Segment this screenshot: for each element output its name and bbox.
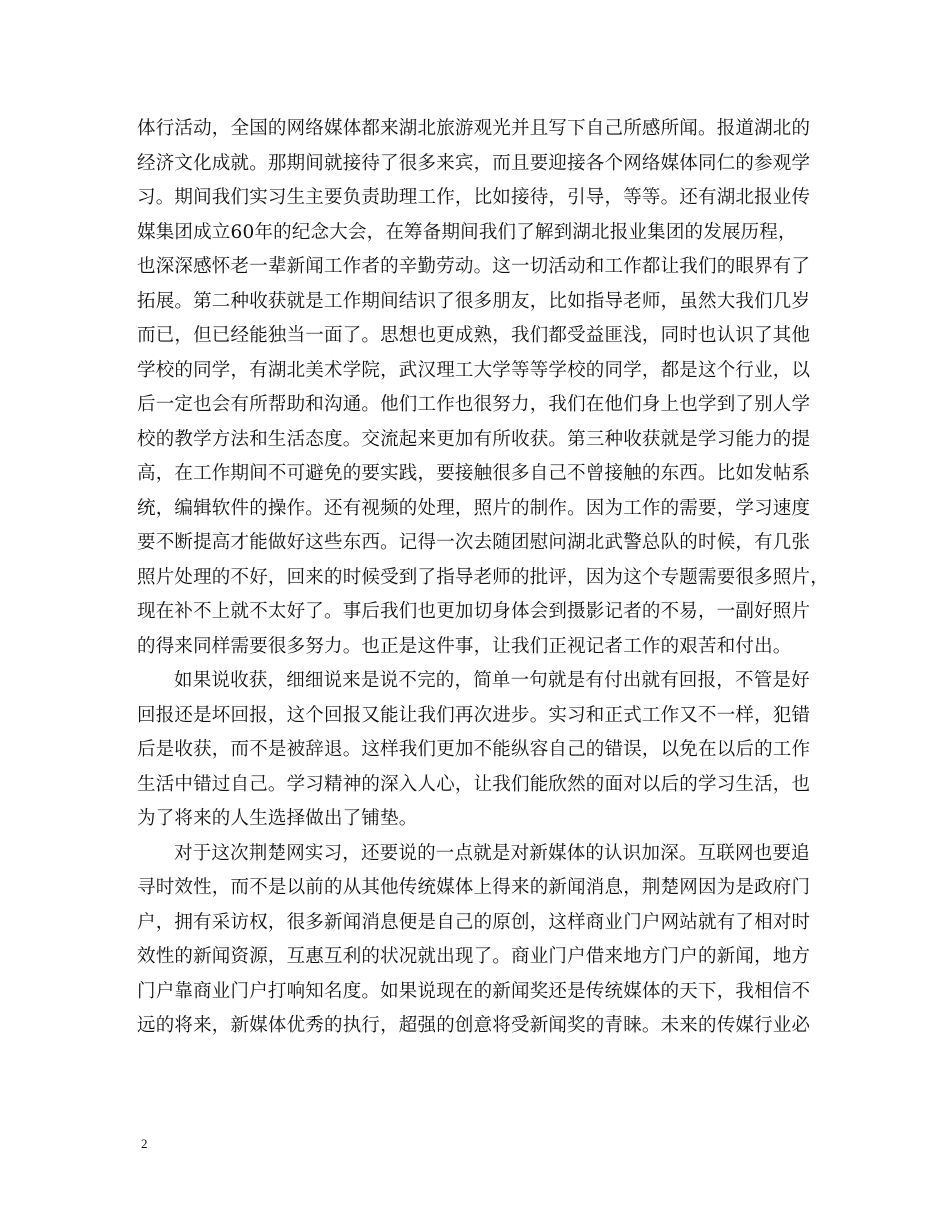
text-line: 体行活动，全国的网络媒体都来湖北旅游观光并且写下自己所感所闻。报道湖北的 [137,118,811,139]
text-line: 回报还是坏回报，这个回报又能让我们再次进步。实习和正式工作又不一样，犯错 [137,704,811,726]
text-line: 寻时效性，而不是以前的从其他传统媒体上得来的新闻消息，荆楚网因为是政府门 [137,877,811,898]
text-line: 的得来同样需要很多努力。也正是这件事，让我们正视记者工作的艰苦和付出。 [137,635,792,657]
text-line: 后是收获，而不是被辞退。这样我们更加不能纵容自己的错误，以免在以后的工作 [137,739,811,760]
paragraph-first-line: 对于这次荆楚网实习，还要说的一点就是对新媒体的认识加深。互联网也要追 [174,842,810,864]
text-line: 门户靠商业门户打响知名度。如果说现在的新闻奖还是传统媒体的天下，我相信不 [137,980,811,1002]
text-line: 为了将来的人生选择做出了铺垫。 [137,808,418,829]
text-line: 校的教学方法和生活态度。交流起来更加有所收获。第三种收获就是学习能力的提 [137,428,811,450]
text-line: 效性的新闻资源，互惠互利的状况就出现了。商业门户借来地方门户的新闻，地方 [137,946,811,967]
text-line: 现在补不上就不太好了。事后我们也更加切身体会到摄影记者的不易，一副好照片 [137,601,811,622]
text-line: 户，拥有采访权，很多新闻消息便是自己的原创，这样商业门户网站就有了相对时 [137,911,811,933]
text-line: 而已，但已经能独当一面了。思想也更成熟，我们都受益匪浅，同时也认识了其他 [137,325,811,346]
text-line: 后一定也会有所帮助和沟通。他们工作也很努力，我们在他们身上也学到了别人学 [137,394,811,415]
text-line: 经济文化成就。那期间就接待了很多来宾，而且要迎接各个网络媒体同仁的参观学 [137,152,811,174]
text-line: 统，编辑软件的操作。还有视频的处理，照片的制作。因为工作的需要，学习速度 [137,497,811,519]
document-body [137,112,829,1044]
text-line: 生活中错过自己。学习精神的深入人心，让我们能欣然的面对以后的学习生活，也 [137,773,811,795]
text-line: 照片处理的不好，回来的时候受到了指导老师的批评，因为这个专题需要很多照片， [137,566,829,588]
text-line: 习。期间我们实习生主要负责助理工作，比如接待，引导，等等。还有湖北报业传 [137,187,811,208]
text-line: 媒集团成立60年的纪念大会，在筹备期间我们了解到湖北报业集团的发展历程， [137,221,797,243]
text-line: 高，在工作期间不可避免的要实践，要接触很多自己不曾接触的东西。比如发帖系 [137,463,811,484]
text-line: 也深深感怀老一辈新闻工作者的辛勤劳动。这一切活动和工作都让我们的眼界有了 [137,256,811,277]
text-line: 拓展。第二种收获就是工作期间结识了很多朋友，比如指导老师，虽然大我们几岁 [137,290,811,312]
paragraph-first-line: 如果说收获，细细说来是说不完的，简单一句就是有付出就有回报，不管是好 [174,670,810,691]
page-number: 2 [141,1136,148,1151]
text-line: 远的将来，新媒体优秀的执行，超强的创意将受新闻奖的青睐。未来的传媒行业必 [137,1015,811,1036]
text-line: 学校的同学，有湖北美术学院，武汉理工大学等等学校的同学，都是这个行业，以 [137,359,811,381]
text-line: 要不断提高才能做好这些东西。记得一次去随团慰问湖北武警总队的时候，有几张 [137,532,811,553]
